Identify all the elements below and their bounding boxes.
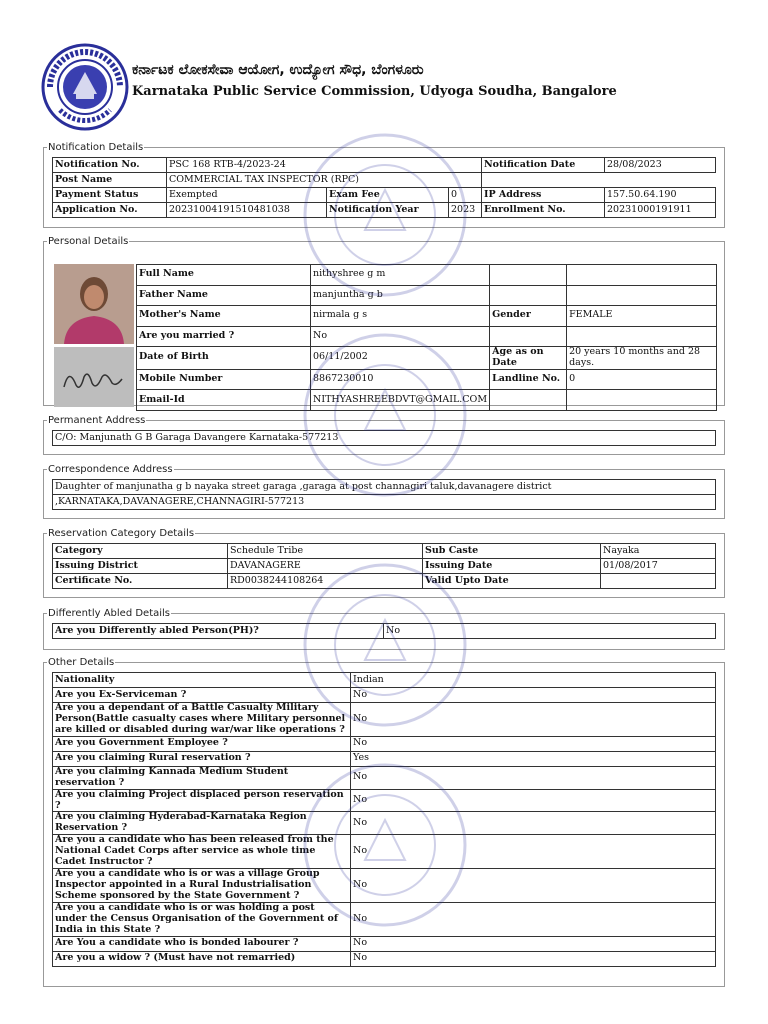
valid-upto-value [601,574,716,589]
exam-fee-label: Exam Fee [327,188,449,203]
certificate-no-value: RD0038244108264 [228,574,423,589]
notification-no-value: PSC 168 RTB-4/2023-24 [167,158,482,173]
other-details-section [43,657,725,987]
other-details-row [53,673,716,688]
sub-caste-label: Sub Caste [423,544,601,559]
landline-label: Landline No. [490,369,567,390]
email-label: Email-Id [137,390,311,411]
differently-abled-legend: Differently Abled Details [48,608,171,619]
correspondence-table [52,479,716,510]
reservation-section [43,528,725,598]
other-details-row [53,688,716,703]
candidate-signature [54,347,134,407]
other-answer: No [351,936,716,951]
application-no-label: Application No. [53,203,167,218]
correspondence-line1: Daughter of manjunatha g b nayaka street garaga ,garaga at post channagiri taluk,davanagere district [53,480,716,495]
sub-caste-value: Nayaka [601,544,716,559]
other-question: Are you a widow ? (Must have not remarried) [53,951,351,966]
full-name-value: nithyshree g m [311,265,490,286]
other-question: Are you claiming Rural reservation ? [53,751,351,766]
post-name-value: COMMERCIAL TAX INSPECTOR (RPC) [167,173,482,188]
post-name-label: Post Name [53,173,167,188]
other-answer: No [351,789,716,812]
page-header [40,42,740,122]
mother-name-label: Mother's Name [137,306,311,327]
other-answer: No [351,766,716,789]
age-label: Age as on Date [490,347,567,370]
other-question: Are you claiming Kannada Medium Student reservation ? [53,766,351,789]
other-answer: No [351,869,716,903]
correspondence-line2: ,KARNATAKA,DAVANAGERE,CHANNAGIRI-577213 [53,495,716,510]
enrollment-no-value: 20231000191911 [605,203,716,218]
other-details-row [53,869,716,903]
certificate-no-label: Certificate No. [53,574,228,589]
payment-status-value: Exempted [167,188,327,203]
other-details-row [53,835,716,869]
person-photo-icon [54,264,134,344]
other-question: Are you claiming Hyderabad-Karnataka Region Reservation ? [53,812,351,835]
issuing-district-value: DAVANAGERE [228,559,423,574]
other-question: Are you a candidate who is or was a village Group Inspector appointed in a Rural Industrialisation Scheme sponsored by the State Government ? [53,869,351,903]
exam-fee-value: 0 [449,188,482,203]
other-question: Are you Government Employee ? [53,736,351,751]
other-details-table [52,672,716,967]
application-no-value: 20231004191510481038 [167,203,327,218]
other-answer: Yes [351,751,716,766]
other-answer: No [351,703,716,737]
mobile-value: 8867230010 [311,369,490,390]
issuing-date-value: 01/08/2017 [601,559,716,574]
kpsc-logo-icon [40,42,130,132]
other-question: Are you claiming Project displaced person reservation ? [53,789,351,812]
reservation-table [52,543,716,589]
correspondence-address-section [43,464,725,519]
other-question: Are you a candidate who is or was holding a post under the Census Organisation of the Government of India in this State ? [53,902,351,936]
other-question: Are You a candidate who is bonded labourer ? [53,936,351,951]
other-answer: No [351,951,716,966]
married-label: Are you married ? [137,326,311,347]
candidate-photo [54,264,134,407]
dob-label: Date of Birth [137,347,311,370]
full-name-label: Full Name [137,265,311,286]
gender-label: Gender [490,306,567,327]
enrollment-no-label: Enrollment No. [482,203,605,218]
reservation-legend: Reservation Category Details [48,528,195,539]
ip-address-value: 157.50.64.190 [605,188,716,203]
other-answer: No [351,902,716,936]
notification-no-label: Notification No. [53,158,167,173]
permanent-address-value: C/O: Manjunath G B Garaga Davangere Karnataka-577213 [53,431,716,446]
permanent-address-table [52,430,716,446]
other-answer: No [351,736,716,751]
title-english: Karnataka Public Service Commission, Udyoga Soudha, Bangalore [132,84,617,99]
category-value: Schedule Tribe [228,544,423,559]
personal-section [43,236,725,406]
other-question: Are you Ex-Serviceman ? [53,688,351,703]
personal-table [136,264,717,411]
other-details-row [53,936,716,951]
personal-legend: Personal Details [48,236,129,247]
other-question: Are you a candidate who has been released from the National Cadet Corps after service as whole time Cadet Instructor ? [53,835,351,869]
title-kannada: ಕರ್ನಾಟಕ ಲೋಕಸೇವಾ ಆಯೋಗ, ಉದ್ಯೋಗ ಸೌಧ, ಬೆಂಗಳೂರು [132,62,424,78]
father-name-value: manjuntha g b [311,285,490,306]
category-label: Category [53,544,228,559]
notification-date-value: 28/08/2023 [605,158,716,173]
age-value: 20 years 10 months and 28 days. [567,347,717,370]
other-question: Are you a dependant of a Battle Casualty Military Person(Battle casualty cases where Military personnel are killed or disabled during war/war like operations ? [53,703,351,737]
differently-abled-value: No [384,624,716,639]
email-value: NITHYASHREEBDVT@GMAIL.COM [311,390,490,411]
other-answer: No [351,688,716,703]
notification-legend: Notification Details [48,142,144,153]
differently-abled-label: Are you Differently abled Person(PH)? [53,624,384,639]
photo-image [54,264,134,344]
issuing-date-label: Issuing Date [423,559,601,574]
other-details-row [53,789,716,812]
notification-date-label: Notification Date [482,158,605,173]
mobile-label: Mobile Number [137,369,311,390]
notification-section [43,142,725,228]
payment-status-label: Payment Status [53,188,167,203]
father-name-label: Father Name [137,285,311,306]
landline-value: 0 [567,369,717,390]
valid-upto-label: Valid Upto Date [423,574,601,589]
other-answer: Indian [351,673,716,688]
issuing-district-label: Issuing District [53,559,228,574]
signature-icon [54,347,134,407]
other-details-row [53,951,716,966]
other-details-row [53,751,716,766]
other-details-legend: Other Details [48,657,115,668]
permanent-address-legend: Permanent Address [48,415,146,426]
other-details-row [53,736,716,751]
ip-address-label: IP Address [482,188,605,203]
other-question: Nationality [53,673,351,688]
other-details-row [53,902,716,936]
gender-value: FEMALE [567,306,717,327]
differently-abled-table [52,623,716,639]
correspondence-legend: Correspondence Address [48,464,173,475]
notification-table [52,157,716,218]
other-details-row [53,766,716,789]
other-details-row [53,812,716,835]
other-details-row [53,703,716,737]
other-answer: No [351,835,716,869]
permanent-address-section [43,415,725,455]
differently-abled-section [43,608,725,650]
married-value: No [311,326,490,347]
notification-year-value: 2023 [449,203,482,218]
other-answer: No [351,812,716,835]
dob-value: 06/11/2002 [311,347,490,370]
notification-year-label: Notification Year [327,203,449,218]
mother-name-value: nirmala g s [311,306,490,327]
